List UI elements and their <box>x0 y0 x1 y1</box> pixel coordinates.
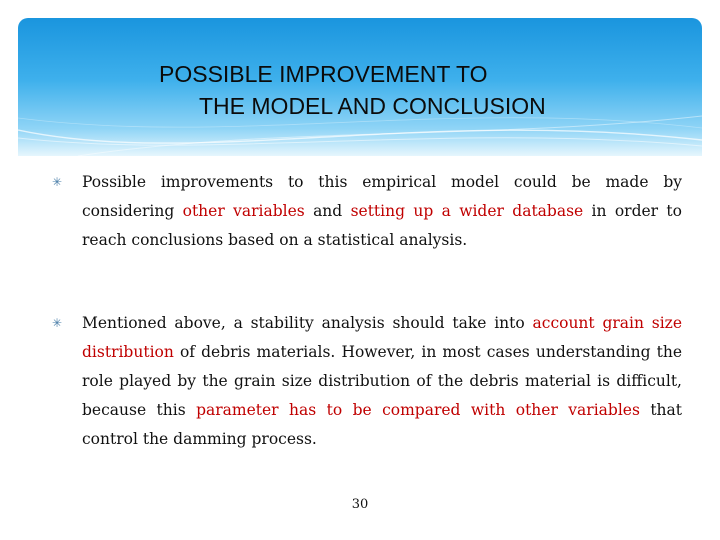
slide-title <box>18 58 702 122</box>
highlighted-text: other variables <box>182 202 305 220</box>
highlighted-text: setting up a wider database <box>350 202 584 220</box>
bullet-text: that control the damming process. <box>82 401 683 448</box>
slide-title-line1: POSSIBLE IMPROVEMENT TO <box>159 61 488 87</box>
page-number: 30 <box>351 497 369 512</box>
bullet-text: and <box>304 202 351 220</box>
bullet-text: Mentioned above, a stability analysis should take into <box>82 314 533 332</box>
title-banner <box>18 18 702 156</box>
asterisk-bullet-icon: ✳ <box>52 175 63 189</box>
asterisk-bullet-icon: ✳ <box>52 316 63 330</box>
highlighted-text: account grain size distribution <box>82 314 683 361</box>
bullet-text: of debris materials. However, in most cases understanding the role played by the grain size distribution of the debris material is difficult, because this <box>82 343 682 419</box>
highlighted-text: parameter has to be compared with other variables <box>196 401 640 419</box>
bullet-item-2 <box>52 309 683 454</box>
slide-title-line2: THE MODEL AND CONCLUSION <box>199 93 546 119</box>
bullet-text: Possible improvements to this empirical model could be made by considering <box>82 173 682 220</box>
bullet-text: in order to reach conclusions based on a statistical analysis. <box>82 202 682 249</box>
bullet-item-1 <box>52 168 682 255</box>
